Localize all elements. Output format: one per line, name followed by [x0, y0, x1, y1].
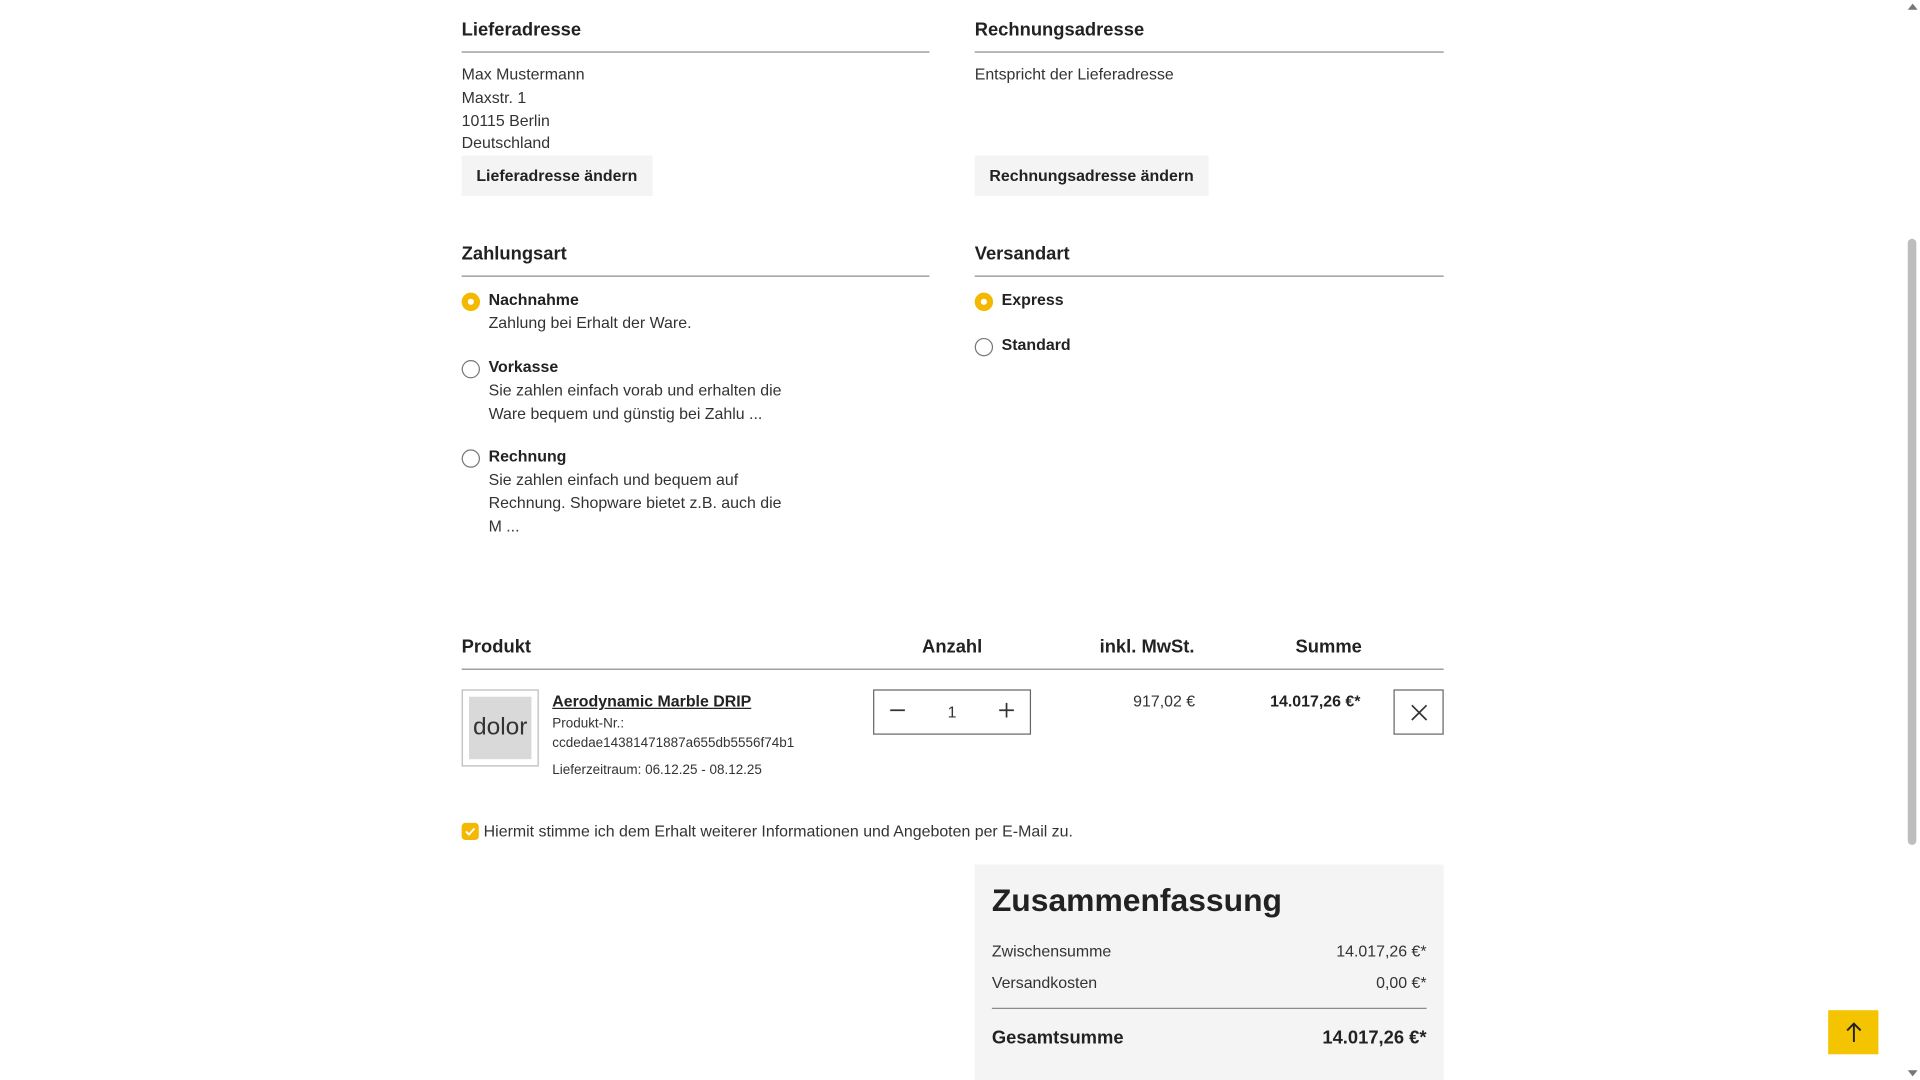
summary-label: Zwischensumme	[991, 941, 1112, 960]
scrollbar-thumb[interactable]	[1908, 239, 1917, 845]
summary-total-label: Gesamtsumme	[991, 1026, 1124, 1048]
radio-icon[interactable]	[975, 338, 993, 356]
header-product: Produkt	[461, 636, 532, 658]
newsletter-consent[interactable]	[462, 820, 1073, 840]
close-icon	[1410, 703, 1427, 720]
radio-checked-icon[interactable]	[975, 293, 993, 311]
header-total: Summe	[1295, 636, 1362, 658]
delivery-period: Lieferzeitraum: 06.12.25 - 08.12.25	[552, 762, 762, 778]
quantity-value[interactable]: 1	[947, 702, 957, 722]
product-number-label: Produkt-Nr.:	[552, 716, 625, 732]
payment-option-vorkasse[interactable]	[462, 356, 930, 425]
payment-option-nachnahme[interactable]	[462, 289, 930, 334]
product-image[interactable]	[462, 689, 539, 766]
change-shipping-address-button[interactable]: Lieferadresse ändern	[462, 156, 652, 196]
checkbox-checked-icon[interactable]	[462, 823, 479, 840]
shipping-option-express[interactable]	[975, 289, 1444, 311]
header-unit-price: inkl. MwSt.	[1099, 636, 1195, 658]
radio-icon[interactable]	[462, 360, 480, 378]
change-billing-address-button[interactable]: Rechnungsadresse ändern	[975, 156, 1209, 196]
product-image-placeholder: dolor	[469, 697, 531, 759]
plus-icon[interactable]	[998, 700, 1015, 723]
page-scrollbar[interactable]	[1905, 0, 1920, 1080]
shipping-option-label: Express	[1001, 290, 1064, 309]
scroll-down-icon[interactable]	[1908, 1070, 1918, 1076]
summary-row-total	[992, 1021, 1427, 1053]
product-number	[552, 715, 794, 753]
shipping-option-standard[interactable]	[975, 334, 1444, 356]
order-summary	[975, 864, 1444, 1080]
address-line: Deutschland	[461, 133, 551, 153]
shipping-option-label: Standard	[1001, 335, 1071, 354]
shipping-method-title: Versandart	[975, 244, 1444, 277]
quantity-stepper	[873, 689, 1031, 734]
summary-row-shipping	[992, 966, 1427, 998]
payment-option-desc: Sie zahlen einfach und bequem auf Rechnung. Shopware bietet z.B. auch die M ...	[488, 470, 782, 536]
billing-address-text: Entspricht der Lieferadresse	[974, 64, 1174, 84]
payment-title: Zahlungsart	[462, 244, 930, 277]
summary-value: 14.017,26 €*	[1336, 941, 1427, 960]
summary-title: Zusammenfassung	[991, 881, 1282, 919]
payment-option-label: Nachnahme	[488, 290, 579, 309]
shipping-method-section	[975, 244, 1444, 357]
minus-icon[interactable]	[889, 700, 906, 723]
payment-option-desc: Zahlung bei Erhalt der Ware.	[488, 313, 692, 332]
payment-option-desc: Sie zahlen einfach vorab und erhalten die Ware bequem und günstig bei Zahlu ...	[488, 380, 782, 423]
summary-value: 0,00 €*	[1376, 972, 1427, 992]
payment-section	[462, 244, 930, 538]
address-line: Max Mustermann	[461, 64, 585, 84]
shipping-address-section	[462, 20, 930, 197]
header-quantity: Anzahl	[922, 636, 983, 658]
shipping-address-lines	[462, 64, 930, 156]
scroll-to-top-button[interactable]	[1828, 1010, 1878, 1054]
newsletter-label: Hiermit stimme ich dem Erhalt weiterer Informationen und Angeboten per E-Mail zu.	[483, 821, 1073, 840]
cart-line-item	[462, 670, 1444, 792]
arrow-up-icon	[1843, 1021, 1863, 1043]
unit-price: 917,02 €	[1133, 691, 1196, 711]
scroll-up-icon[interactable]	[1908, 4, 1918, 10]
summary-total-value: 14.017,26 €*	[1322, 1026, 1427, 1048]
payment-option-label: Vorkasse	[488, 357, 559, 376]
product-number-value: ccdedae14381471887a655db5556f74b1	[552, 735, 795, 751]
cart-table	[462, 637, 1444, 793]
summary-divider	[992, 1008, 1427, 1009]
radio-checked-icon[interactable]	[462, 293, 480, 311]
payment-option-label: Rechnung	[488, 446, 567, 466]
line-total: 14.017,26 €*	[1270, 691, 1361, 711]
cart-header	[462, 637, 1444, 670]
remove-item-button[interactable]	[1393, 689, 1443, 734]
billing-address-section	[975, 20, 1444, 196]
summary-row-subtotal	[992, 934, 1427, 966]
shipping-address-title: Lieferadresse	[462, 20, 930, 53]
summary-label: Versandkosten	[991, 972, 1098, 992]
address-line: 10115 Berlin	[461, 110, 550, 130]
radio-icon[interactable]	[462, 449, 480, 467]
billing-address-title: Rechnungsadresse	[975, 20, 1444, 53]
product-name-link[interactable]: Aerodynamic Marble DRIP	[552, 691, 752, 711]
address-line: Maxstr. 1	[461, 87, 527, 107]
payment-option-rechnung[interactable]	[462, 446, 930, 538]
